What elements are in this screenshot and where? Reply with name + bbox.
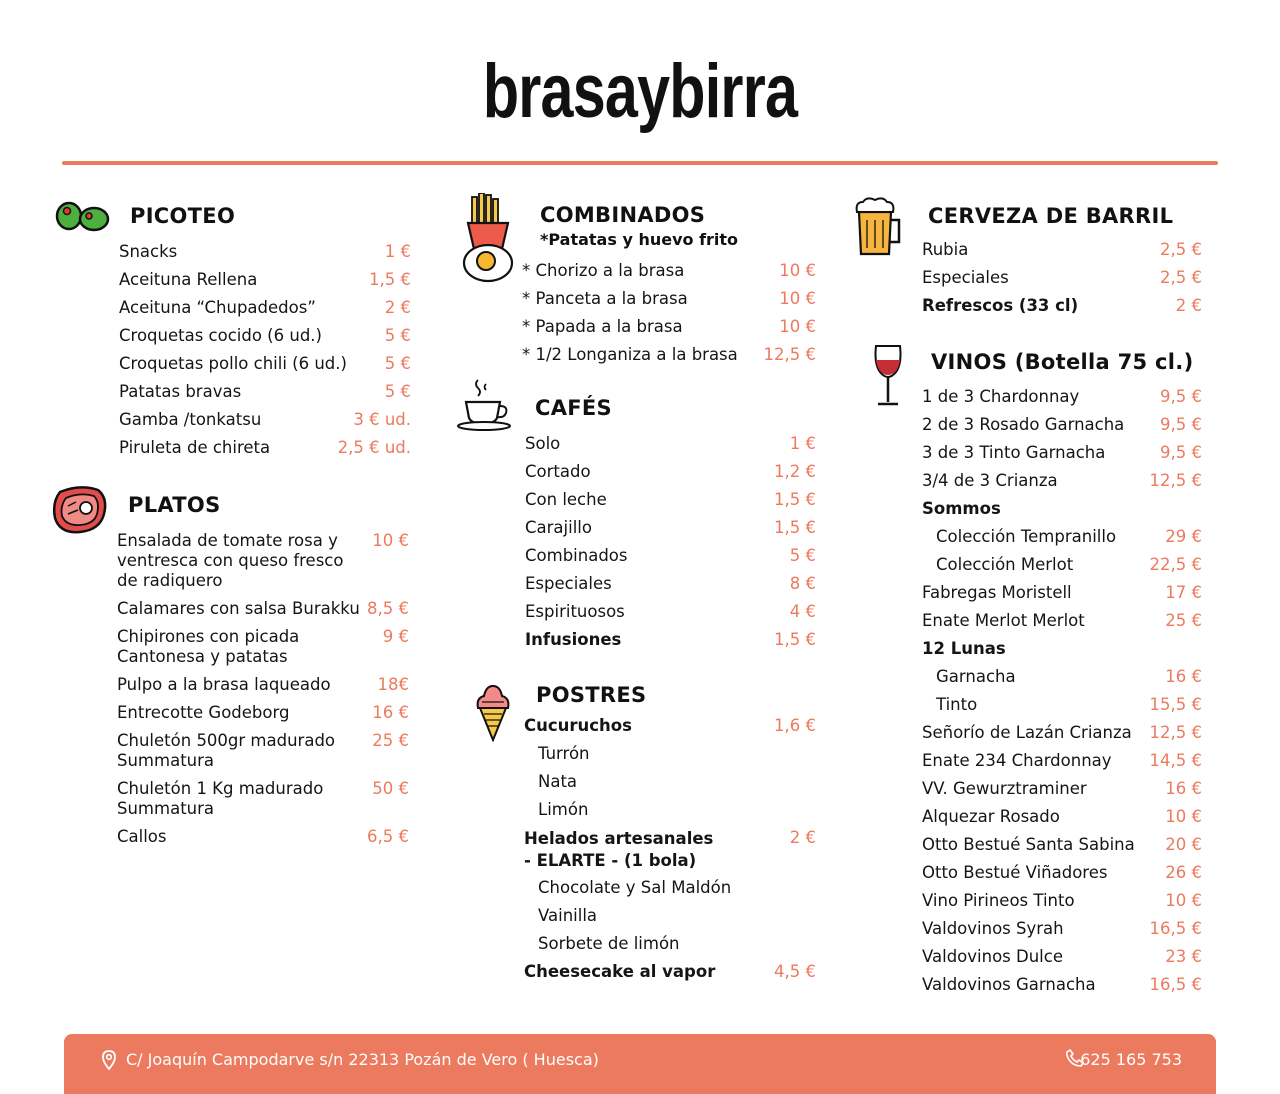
- item-price: 2 €: [789, 828, 816, 847]
- item-name: 3 de 3 Tinto Garnacha: [922, 443, 1106, 462]
- list-item: [522, 261, 816, 285]
- coffee-cup-icon: [456, 376, 514, 432]
- item-name: Cortado: [525, 462, 591, 481]
- list-item: [922, 471, 1202, 495]
- item-name: Garnacha: [936, 667, 1016, 686]
- list-item: [922, 723, 1202, 747]
- item-name: Cucuruchos: [524, 716, 632, 735]
- list-item: [525, 518, 816, 542]
- item-name: Piruleta de chireta: [119, 438, 271, 457]
- list-item: [119, 438, 411, 462]
- item-price: 1,5 €: [774, 630, 816, 649]
- item-name: Chuletón 500gr madurado Summatura: [117, 731, 336, 770]
- item-price: 20 €: [1165, 835, 1202, 854]
- list-item: [922, 583, 1202, 607]
- item-price: 26 €: [1165, 863, 1202, 882]
- list-item: [117, 627, 409, 669]
- item-name: Valdovinos Dulce: [922, 947, 1063, 966]
- list-item: [119, 382, 411, 406]
- list-item: [119, 242, 411, 266]
- item-name: 1 de 3 Chardonnay: [922, 387, 1080, 406]
- item-price: 25 €: [372, 731, 409, 750]
- item-price: 2 €: [1175, 296, 1202, 315]
- list-item: [922, 891, 1202, 915]
- list-item: [538, 878, 788, 902]
- item-price: 18€: [377, 675, 409, 694]
- list-item: [117, 675, 409, 699]
- section-title-picoteo: PICOTEO: [130, 204, 236, 228]
- item-name: Colección Merlot: [936, 555, 1074, 574]
- item-name: Valdovinos Garnacha: [922, 975, 1096, 994]
- list-item: [538, 934, 788, 958]
- list-item: [922, 919, 1202, 943]
- item-price: 5 €: [789, 546, 816, 565]
- list-item: [936, 695, 1202, 719]
- item-price: 8,5 €: [367, 599, 409, 618]
- item-price: 16,5 €: [1149, 919, 1202, 938]
- list-item: [936, 667, 1202, 691]
- item-name: Sommos: [922, 499, 1001, 518]
- item-name: 12 Lunas: [922, 639, 1006, 658]
- item-name: Refrescos (33 cl): [922, 296, 1079, 315]
- list-item: [119, 326, 411, 350]
- item-price: 16 €: [372, 703, 409, 722]
- item-price: 10 €: [1165, 807, 1202, 826]
- item-price: 29 €: [1165, 527, 1202, 546]
- item-name: Alquezar Rosado: [922, 807, 1060, 826]
- list-item: [522, 345, 816, 369]
- item-name: Calamares con salsa Burakku: [117, 599, 360, 618]
- list-item: [117, 731, 409, 773]
- list-item: [522, 289, 816, 313]
- item-price: 10 €: [1165, 891, 1202, 910]
- list-item: [117, 827, 409, 851]
- olives-icon: [54, 200, 112, 234]
- combinados-subtitle: *Patatas y huevo frito: [540, 230, 739, 249]
- list-item: [922, 268, 1202, 292]
- item-name: * Papada a la brasa: [522, 317, 683, 336]
- item-price: 1,2 €: [774, 462, 816, 481]
- list-item: [525, 602, 816, 626]
- item-name: Fabregas Moristell: [922, 583, 1072, 602]
- item-price: 5 €: [384, 382, 411, 401]
- item-price: 6,5 €: [367, 827, 409, 846]
- item-price: 1 €: [789, 434, 816, 453]
- item-price: 10 €: [372, 531, 409, 550]
- item-name: Chuletón 1 Kg madurado Summatura: [117, 779, 324, 818]
- item-price: 2 €: [384, 298, 411, 317]
- list-item: [524, 716, 816, 740]
- item-name: Pulpo a la brasa laqueado: [117, 675, 331, 694]
- item-price: 9,5 €: [1160, 443, 1202, 462]
- item-price: 1,5 €: [369, 270, 411, 289]
- list-item: [922, 611, 1202, 635]
- item-name: Croquetas pollo chili (6 ud.): [119, 354, 347, 373]
- item-price: 4,5 €: [774, 962, 816, 981]
- section-title-cerveza: CERVEZA DE BARRIL: [928, 204, 1174, 228]
- list-item: [117, 599, 409, 623]
- item-price: 50 €: [372, 779, 409, 798]
- section-title-combinados: COMBINADOS: [540, 203, 706, 227]
- header-divider: [62, 161, 1218, 165]
- item-price: 5 €: [384, 326, 411, 345]
- item-name: Aceituna “Chupadedos”: [119, 298, 316, 317]
- footer-address[interactable]: C/ Joaquín Campodarve s/n 22313 Pozán de Vero ( Huesca): [126, 1050, 599, 1069]
- footer-bar: [64, 1034, 1216, 1094]
- item-name: Nata: [538, 772, 578, 791]
- list-item: [922, 835, 1202, 859]
- item-name: Patatas bravas: [119, 382, 242, 401]
- list-item: [922, 807, 1202, 831]
- item-name: Colección Tempranillo: [936, 527, 1117, 546]
- item-name: Limón: [538, 800, 589, 819]
- list-item: [922, 751, 1202, 775]
- item-price: 1,6 €: [774, 716, 816, 735]
- item-price: 12,5 €: [1149, 723, 1202, 742]
- section-title-vinos: VINOS (Botella 75 cl.): [931, 350, 1194, 374]
- list-item: [119, 270, 411, 294]
- list-item: [117, 703, 409, 727]
- item-price: 9 €: [382, 627, 409, 646]
- list-item: [922, 296, 1202, 320]
- item-name: Especiales: [922, 268, 1009, 287]
- item-name: Valdovinos Syrah: [922, 919, 1064, 938]
- item-price: 12,5 €: [763, 345, 816, 364]
- list-item: [522, 317, 816, 341]
- item-price: 2,5 € ud.: [337, 438, 411, 457]
- list-item: [117, 779, 409, 821]
- item-name: Cheesecake al vapor: [524, 962, 716, 981]
- footer-phone[interactable]: 625 165 753: [1080, 1050, 1182, 1069]
- item-price: 23 €: [1165, 947, 1202, 966]
- item-name: Carajillo: [525, 518, 592, 537]
- list-item: [538, 772, 788, 796]
- list-item: [936, 555, 1202, 579]
- list-item: [525, 574, 816, 598]
- list-item: [524, 828, 816, 872]
- item-price: 10 €: [779, 317, 816, 336]
- item-name: Chocolate y Sal Maldón: [538, 878, 732, 897]
- brand-title: brasaybirra: [482, 49, 798, 134]
- item-name: Otto Bestué Santa Sabina: [922, 835, 1135, 854]
- item-name: Rubia: [922, 240, 969, 259]
- list-item: [525, 462, 816, 486]
- beer-mug-icon: [853, 196, 905, 258]
- item-name: Croquetas cocido (6 ud.): [119, 326, 322, 345]
- item-price: 14,5 €: [1149, 751, 1202, 770]
- item-price: 17 €: [1165, 583, 1202, 602]
- item-name: Entrecotte Godeborg: [117, 703, 290, 722]
- list-item: [922, 415, 1202, 439]
- item-price: 1 €: [384, 242, 411, 261]
- item-name: Aceituna Rellena: [119, 270, 258, 289]
- item-price: 8 €: [789, 574, 816, 593]
- item-price: 16,5 €: [1149, 975, 1202, 994]
- item-name: Turrón: [538, 744, 590, 763]
- section-title-cafes: CAFÉS: [535, 396, 612, 420]
- item-name: Con leche: [525, 490, 607, 509]
- item-price: 9,5 €: [1160, 415, 1202, 434]
- list-item: [922, 639, 1202, 663]
- item-name: 2 de 3 Rosado Garnacha: [922, 415, 1125, 434]
- section-title-platos: PLATOS: [128, 493, 221, 517]
- list-item: [525, 546, 816, 570]
- item-price: 22,5 €: [1149, 555, 1202, 574]
- item-price: 2,5 €: [1160, 268, 1202, 287]
- item-name: Enate Merlot Merlot: [922, 611, 1085, 630]
- item-price: 4 €: [789, 602, 816, 621]
- item-price: 10 €: [779, 289, 816, 308]
- item-name: Gamba /tonkatsu: [119, 410, 262, 429]
- item-name: Espirituosos: [525, 602, 625, 621]
- item-price: 16 €: [1165, 667, 1202, 686]
- item-price: 3 € ud.: [353, 410, 411, 429]
- item-name: Callos: [117, 827, 167, 846]
- item-name: 3/4 de 3 Crianza: [922, 471, 1058, 490]
- item-price: 25 €: [1165, 611, 1202, 630]
- list-item: [922, 947, 1202, 971]
- item-name: * Panceta a la brasa: [522, 289, 688, 308]
- list-item: [119, 410, 411, 434]
- section-title-postres: POSTRES: [536, 683, 647, 707]
- location-pin-icon: [102, 1050, 116, 1070]
- item-name: Tinto: [936, 695, 978, 714]
- item-price: 5 €: [384, 354, 411, 373]
- list-item: [117, 531, 409, 593]
- wine-glass-icon: [872, 344, 904, 408]
- item-price: 2,5 €: [1160, 240, 1202, 259]
- item-price: 1,5 €: [774, 518, 816, 537]
- list-item: [538, 906, 788, 930]
- list-item: [538, 744, 788, 768]
- list-item: [922, 779, 1202, 803]
- item-name: Infusiones: [525, 630, 622, 649]
- list-item: [922, 240, 1202, 264]
- item-name: Combinados: [525, 546, 628, 565]
- list-item: [922, 443, 1202, 467]
- item-name: Ensalada de tomate rosa y ventresca con queso fresco de radiquero: [117, 531, 344, 590]
- item-name: Vino Pirineos Tinto: [922, 891, 1075, 910]
- list-item: [936, 527, 1202, 551]
- item-name: Señorío de Lazán Crianza: [922, 723, 1132, 742]
- item-price: 15,5 €: [1149, 695, 1202, 714]
- item-name: Helados artesanales - ELARTE - (1 bola): [524, 829, 714, 870]
- item-name: Enate 234 Chardonnay: [922, 751, 1112, 770]
- item-name: * Chorizo a la brasa: [522, 261, 685, 280]
- item-price: 10 €: [779, 261, 816, 280]
- item-name: Snacks: [119, 242, 178, 261]
- list-item: [524, 962, 816, 986]
- list-item: [525, 630, 816, 654]
- list-item: [922, 863, 1202, 887]
- item-name: Vainilla: [538, 906, 598, 925]
- list-item: [922, 499, 1202, 523]
- list-item: [922, 387, 1202, 411]
- ice-cream-icon: [474, 682, 512, 742]
- list-item: [538, 800, 788, 824]
- item-name: Sorbete de limón: [538, 934, 680, 953]
- item-price: 9,5 €: [1160, 387, 1202, 406]
- fries-egg-icon: [460, 193, 516, 285]
- list-item: [119, 298, 411, 322]
- steak-icon: [50, 484, 110, 536]
- list-item: [922, 975, 1202, 999]
- item-name: Especiales: [525, 574, 612, 593]
- item-name: Solo: [525, 434, 561, 453]
- item-name: VV. Gewurztraminer: [922, 779, 1087, 798]
- item-name: Otto Bestué Viñadores: [922, 863, 1108, 882]
- list-item: [525, 490, 816, 514]
- list-item: [119, 354, 411, 378]
- list-item: [525, 434, 816, 458]
- item-price: 1,5 €: [774, 490, 816, 509]
- item-price: 16 €: [1165, 779, 1202, 798]
- item-name: Chipirones con picada Cantonesa y patatas: [117, 627, 300, 666]
- item-price: 12,5 €: [1149, 471, 1202, 490]
- item-name: * 1/2 Longaniza a la brasa: [522, 345, 738, 364]
